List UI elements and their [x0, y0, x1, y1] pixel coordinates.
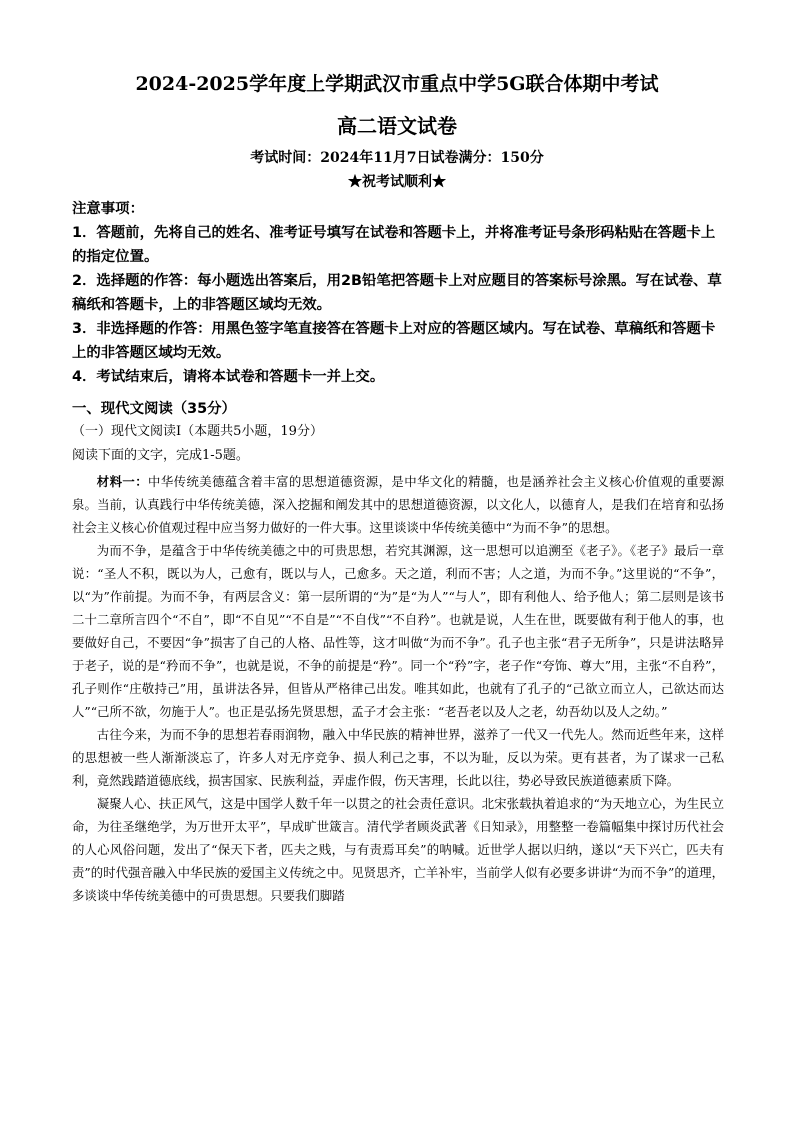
notes-heading: 注意事项：: [72, 201, 144, 217]
paragraph-1-text: 中华传统美德蕴含着丰富的思想道德资源，是中华文化的精髓，也是涵养社会主义核心价值观的重要源泉。当前，认真践行中华传统美德，深入挖掘和阐发其中的思想道德资源，以文化人，以德育人，是我们在培育和弘扬社会主义核心价值观过程中应当努力做好的一件大事。这里谈谈中华传统美德中“为而不争”的思想。: [72, 474, 724, 535]
section-title: 一、现代文阅读（35分）: [72, 401, 236, 417]
notes-item-3: 3．非选择题的作答：用黑色签字笔直接答在答题卡上对应的答题区域内。写在试卷、草稿纸和答题卡上的非答题区域均无效。: [72, 321, 716, 361]
reading-instruction: 阅读下面的文字，完成1-5题。: [72, 448, 249, 463]
passage: [72, 470, 724, 907]
exam-meta: 考试时间：2024年11月7日试卷满分：150分: [250, 150, 544, 166]
passage-paragraph-1: [72, 470, 724, 539]
material-label: 材料一：: [96, 474, 149, 489]
passage-paragraph-2: 为而不争，是蕴含于中华传统美德之中的可贵思想，若究其渊源，这一思想可以追溯至《老子》。《老子》最后一章说：“圣人不积，既以为人，己愈有，既以与人，己愈多。天之道，利而不害；人之道，为而不争。”这里说的“不争”，以“为”作前提。为而不争，有两层含义：第一层所谓的“为”是“为人”“与人”，即有利他人、给予他人；第二层则是该书二十二章所言四个“不自”，即“不自见”“不自是”“不自伐”“不自矜”。也就是说，人生在世，既要做有利于他人的事，也要做好自己，不要因“争”损害了自己的人格、品性等，这才叫做“为而不争”。孔子也主张“君子无所争”，只是讲法略异于老子，说的是“矜而不争”，也就是说，不争的前提是“矜”。同一个“矜”字，老子作“夸饰、尊大”用，主张“不自矜”，孔子则作“庄敬持己”用，虽讲法各异，但皆从严格律己出发。唯其如此，也就有了孔子的“己欲立而立人，己欲达而达人”“己所不欲，勿施于人”。也正是弘扬先贤思想，孟子才会主张：“老吾老以及人之老，幼吾幼以及人之幼。”: [72, 543, 724, 719]
notes-item-1: 1．答题前，先将自己的姓名、准考证号填写在试卷和答题卡上，并将准考证号条形码粘贴在答题卡上的指定位置。: [72, 225, 716, 265]
passage-paragraph-3: 古往今来，为而不争的思想若春雨润物，融入中华民族的精神世界，滋养了一代又一代先人。然而近些年来，这样的思想被一些人渐渐淡忘了，许多人对无序竞争、损人利己之事，不以为耻，反以为荣。更有甚者，为了谋求一己私利，竟然践踏道德底线，损害国家、民族利益，弄虚作假，伤天害理，长此以往，势必导致民族道德素质下降。: [72, 727, 724, 788]
exam-title: 2024-2025学年度上学期武汉市重点中学5G联合体期中考试: [135, 73, 659, 95]
passage-paragraph-4: 凝聚人心、扶正风气，这是中国学人数千年一以贯之的社会责任意识。北宋张载执着追求的“为天地立心，为生民立命，为往圣继绝学，为万世开太平”，早成旷世箴言。清代学者顾炎武著《日知录》，用整整一卷篇幅集中探讨历代社会的人心风俗问题，发出了“保天下者，匹夫之贱，与有责焉耳矣”的呐喊。近世学人据以归纳，遂以“天下兴亡，匹夫有责”的时代强音融入中华民族的爱国主义传统之中。见贤思齐，亡羊补牢，当前学人似有必要多讲讲“为而不争”的道理，多谈谈中华传统美德中的可贵思想。只要我们脚踏: [72, 796, 724, 903]
notes-block: [72, 197, 724, 389]
notes-item-2: 2．选择题的作答：每小题选出答案后，用2B铅笔把答题卡上对应题目的答案标号涂黑。写在试卷、草稿纸和答题卡，上的非答题区域均无效。: [72, 273, 722, 313]
exam-wish: ★祝考试顺利★: [348, 174, 446, 190]
exam-subtitle: 高二语文试卷: [337, 114, 457, 138]
subsection-title: （一）现代文阅读Ⅰ（本题共5小题，19分）: [72, 424, 323, 439]
notes-item-4: 4．考试结束后，请将本试卷和答题卡一并上交。: [72, 369, 385, 385]
